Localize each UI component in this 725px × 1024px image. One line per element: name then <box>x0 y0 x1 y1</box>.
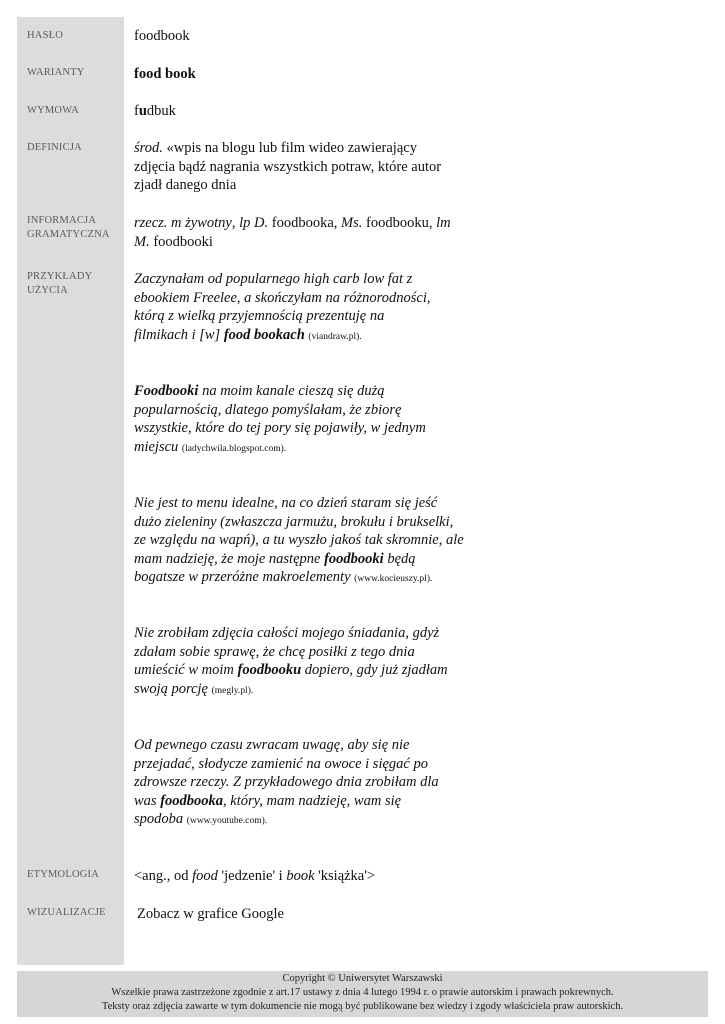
usage-example <box>134 270 439 346</box>
etymology-text: 'jedzenie' i <box>217 868 287 884</box>
example-source: (www.kocieuszy.pl) <box>354 574 430 584</box>
example-keyword: foodbooka <box>160 792 224 809</box>
example-text: będą bogatsze w przeróżne makroelementy <box>134 550 416 585</box>
definition-text: «wpis na blogu lub film wideo zawierający zdjęcia bądź nagrania wszystkich potraw, które autor zjadł danego dnia <box>134 140 442 193</box>
label-wizualizacje: WIZUALIZACJE <box>27 907 106 918</box>
pronunciation <box>134 102 460 121</box>
example-text: Nie jest to menu idealne, na co dzień staram się jeść dużo zieleniny (zwłaszcza jarmużu, brokułu i brukselki, ze względu na wapń), a tu wyszło jakoś tak skromnie, ale mam nadzieję, że moje następne <box>134 495 464 567</box>
variant: food book <box>134 66 196 82</box>
label-line: UŻYCIA <box>27 285 68 296</box>
example-keyword: foodbooku <box>237 662 302 678</box>
label-line: PRZYKŁADY <box>27 271 93 282</box>
grammar-abbr: rzecz. m żywotny <box>134 215 232 231</box>
usage-example <box>134 624 464 700</box>
label-wymowa: WYMOWA <box>27 105 79 116</box>
grammar-abbr: lp D. <box>239 215 269 231</box>
usage-example <box>134 736 444 831</box>
example-source: (www.youtube.com) <box>186 816 265 826</box>
example-source-name: megly.pl <box>214 685 248 696</box>
label-line: GRAMATYCZNA <box>27 229 110 240</box>
footer-notice: Teksty oraz zdjęcia zawarte w tym dokumencie nie mogą być publikowane bez wiedzy i zgody właściciela praw autorskich. <box>101 1001 624 1012</box>
example-text: na moim kanale cieszą się dużą popularnością, dlatego pomyślałam, że zbiorę wszystkie, które do tej pory się pojawiły, w jednym miejscu <box>134 383 426 455</box>
example-source-name: viandraw.pl <box>311 331 357 342</box>
label-haslo: HASŁO <box>27 30 64 41</box>
grammar-text: foodbooki <box>149 233 213 250</box>
definition <box>134 139 456 195</box>
example-end: . <box>250 685 254 696</box>
example-keyword: food bookach <box>223 326 305 343</box>
example-end: . <box>359 331 362 342</box>
etymology-text: 'książka'> <box>314 868 376 884</box>
example-keyword: Foodbooki <box>134 383 199 399</box>
label-informacja-gramatyczna <box>27 214 122 242</box>
etymology-word: book <box>286 868 315 884</box>
example-end: . <box>264 816 268 826</box>
example-source-name: ladychwila.blogspot.com <box>185 443 281 454</box>
example-text: Nie zrobiłam zdjęcia całości mojego śniadania, gdyż zdałam sobie sprawę, że chcę posiłki z tego dnia umieścić w moim <box>134 625 440 678</box>
grammar-text: foodbooka, <box>268 215 342 231</box>
google-images-link[interactable]: Zobacz w grafice Google <box>137 906 284 922</box>
footer-copyright: Copyright © Uniwersytet Warszawski <box>282 973 443 984</box>
grammar-text: foodbooku, <box>362 215 437 231</box>
example-source-name: www.kocieuszy.pl <box>357 574 427 584</box>
example-text: dopiero, gdy już zjadłam swoją porcję <box>134 662 448 697</box>
label-definicja: DEFINICJA <box>27 142 82 153</box>
label-przyklady-uzycia <box>27 270 122 298</box>
label-etymologia: ETYMOLOGIA <box>27 869 99 880</box>
footer-rights: Wszelkie prawa zastrzeżone zgodnie z art.17 ustawy z dnia 4 lutego 1994 r. o prawie autorskim i prawach pokrewnych. <box>111 987 614 998</box>
pronunciation-part: f <box>134 103 139 119</box>
etymology <box>134 867 460 886</box>
example-source: (ladychwila.blogspot.com) <box>181 443 284 454</box>
example-source: (viandraw.pl) <box>308 331 360 342</box>
example-keyword: foodbooki <box>324 550 384 567</box>
pronunciation-stress: u <box>138 103 147 119</box>
headword: foodbook <box>134 28 190 44</box>
etymology-word: food <box>192 868 218 884</box>
grammar-abbr: Ms. <box>341 215 363 231</box>
grammar-info <box>134 214 454 251</box>
label-column <box>17 17 124 965</box>
example-text: Zaczynałam od popularnego high carb low fat z ebookiem Freelee, a skończyłam na różnorodności, którą z wielką przyjemnością prezentuję na filmikach i [w] <box>134 271 431 343</box>
definition-qualifier: środ. <box>134 140 163 156</box>
example-text: Od pewnego czasu zwracam uwagę, aby się nie przejadać, słodycze zamienić na owoce i sięgać po zdrowsze rzeczy. Z przykładowego dnia zrobiłam dla was <box>134 737 439 809</box>
label-line: INFORMACJA <box>27 215 97 226</box>
usage-example <box>134 494 464 589</box>
copyright-footer <box>17 971 708 1017</box>
pronunciation-part: dbuk <box>146 103 176 119</box>
etymology-text: <ang., od <box>134 868 193 884</box>
grammar-abbr: lm M. <box>134 215 451 250</box>
example-source: (megly.pl) <box>211 685 251 696</box>
example-source-name: www.youtube.com <box>189 816 262 826</box>
grammar-text: , <box>231 215 240 231</box>
label-warianty: WARIANTY <box>27 67 85 78</box>
example-end: . <box>283 443 287 454</box>
example-end: . <box>429 574 433 584</box>
example-text: , który, mam nadzieję, wam się spodoba <box>134 792 402 827</box>
usage-example <box>134 382 454 458</box>
